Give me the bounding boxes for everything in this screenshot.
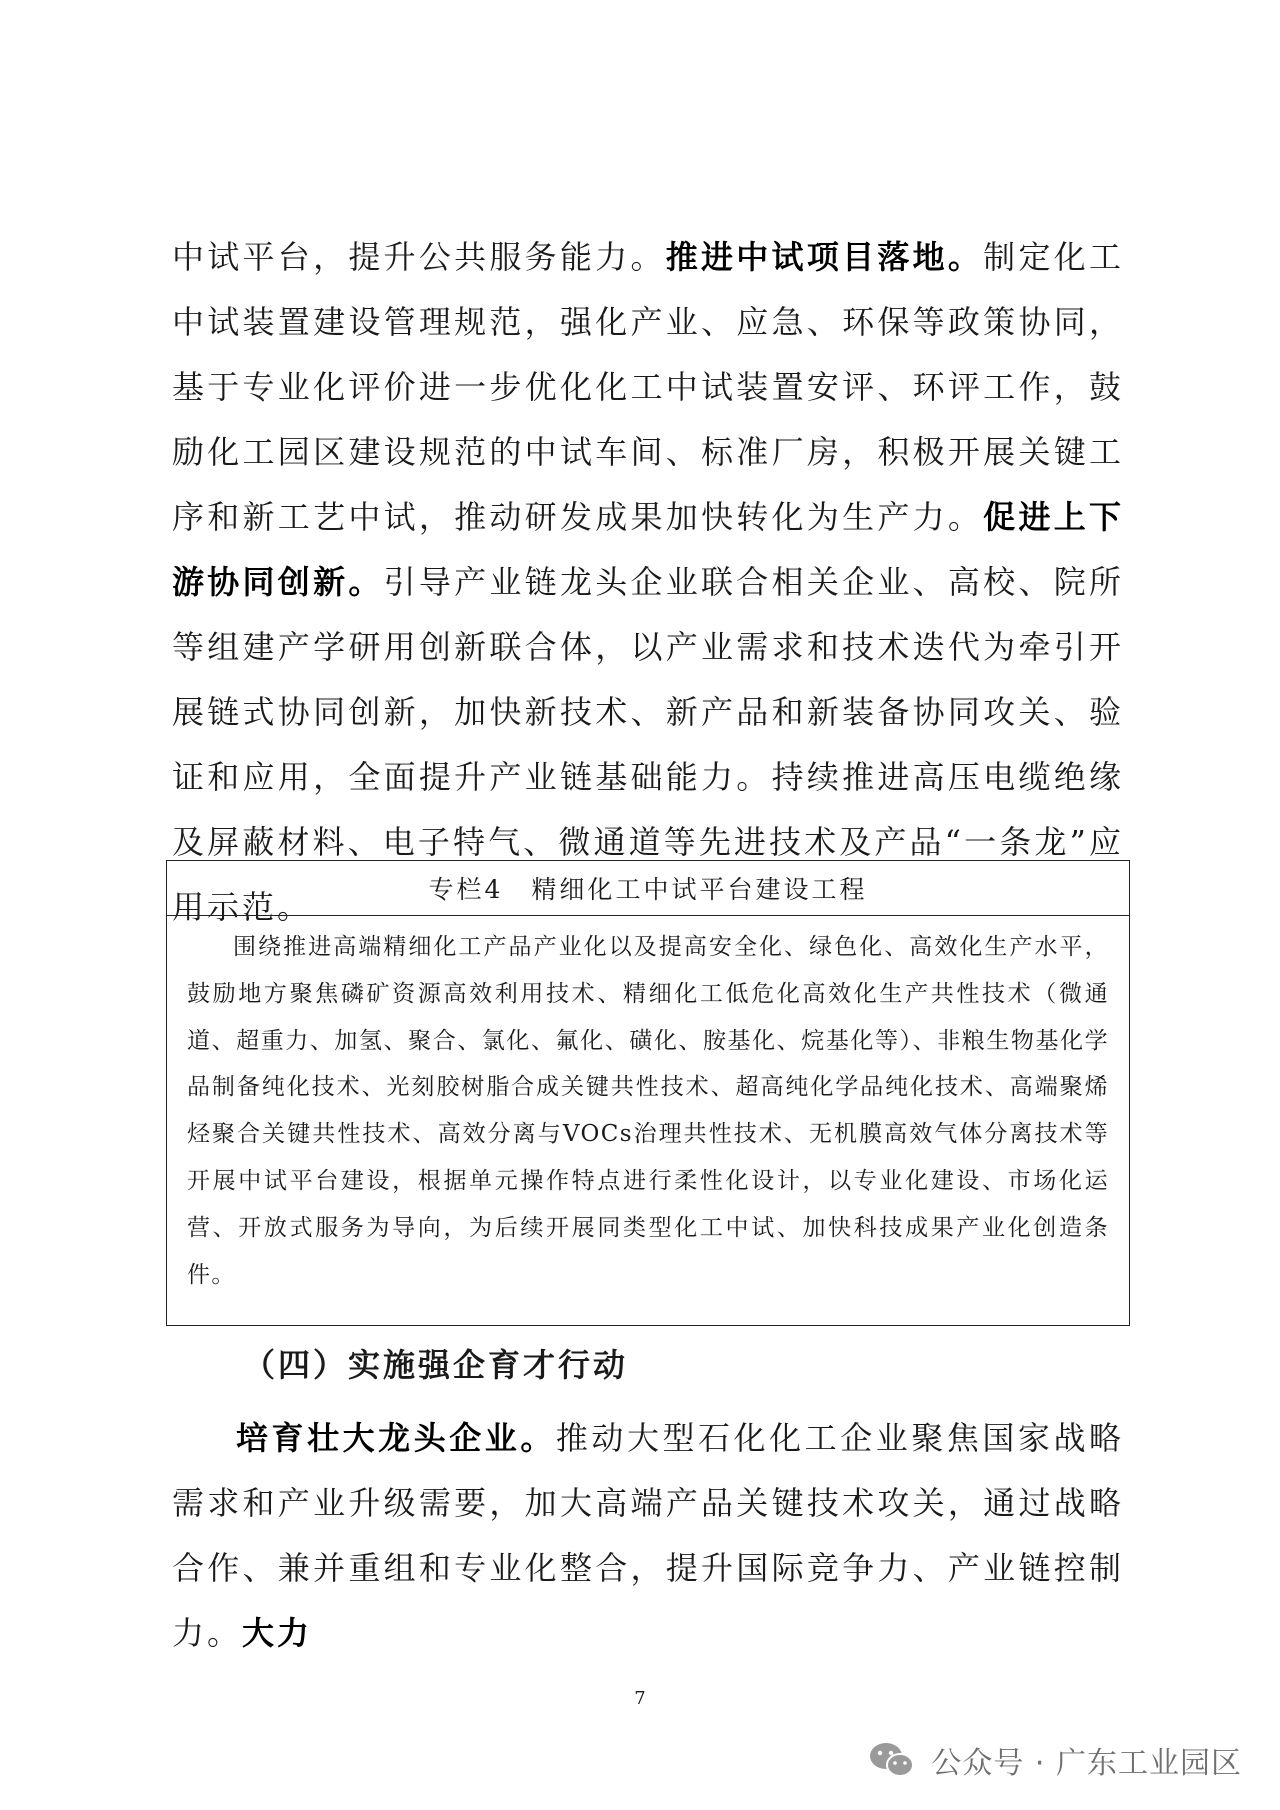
watermark-text: 公众号 · 广东工业园区 bbox=[931, 1746, 1242, 1781]
paragraph-1-run: 引导产业链龙头企业联合相关企业、高校、院所等组建产学研用创新联合体，以产业需求和技术迭代为牵引开展链式协同创新，加快新技术、新产品和新装备协同攻关、验证和应用，全面提升产业链基础能力。持续推进高压电缆绝缘及屏蔽材料、电子特气、微通道等先进技术及产品“一条龙”应用示范。 bbox=[172, 563, 1124, 926]
body-paragraph-2 bbox=[172, 1406, 1124, 1666]
paragraph-1-bold-run: 推进中试项目落地。 bbox=[665, 238, 984, 276]
paragraph-2-bold-run: 大力 bbox=[242, 1614, 313, 1652]
special-column-body: 围绕推进高端精细化工产品产业化以及提高安全化、绿色化、高效化生产水平，鼓励地方聚焦磷矿资源高效利用技术、精细化工低危化高效化生产共性技术（微通道、超重力、加氢、聚合、氯化、氟化、磺化、胺基化、烷基化等）、非粮生物基化学品制备纯化技术、光刻胶树脂合成关键共性技术、超高纯化学品纯化技术、高端聚烯烃聚合关键共性技术、高效分离与VOCs治理共性技术、无机膜高效气体分离技术等开展中试平台建设，根据单元操作特点进行柔性化设计，以专业化建设、市场化运营、开放式服务为导向，为后续开展同类型化工中试、加快科技成果产业化创造条件。 bbox=[187, 934, 1109, 1288]
wechat-watermark bbox=[867, 1738, 1242, 1782]
page-number: 7 bbox=[634, 1688, 646, 1709]
special-column-box bbox=[166, 860, 1130, 1326]
paragraph-2-run: 推动大型石化化工企业聚焦国家战略需求和产业升级需要，加大高端产品关键技术攻关，通过战略合作、兼并重组和专业化整合，提升国际竞争力、产业链控制力。 bbox=[172, 1419, 1124, 1652]
special-column-title: 专栏4 精细化工中试平台建设工程 bbox=[167, 861, 1129, 916]
paragraph-1-run: 中试平台，提升公共服务能力。 bbox=[172, 238, 666, 276]
paragraph-2-bold-run: 培育壮大龙头企业。 bbox=[236, 1419, 556, 1457]
paragraph-1-bold-run: 促进上下游协同创新。 bbox=[172, 498, 1124, 601]
body-paragraph-1 bbox=[172, 225, 1124, 940]
paragraph-1-run: 制定化工中试装置建设管理规范，强化产业、应急、环保等政策协同，基于专业化评价进一步优化化工中试装置安评、环评工作，鼓励化工园区建设规范的中试车间、标准厂房，积极开展关键工序和新工艺中试，推动研发成果加快转化为生产力。 bbox=[172, 238, 1124, 536]
wechat-icon bbox=[867, 1740, 917, 1780]
section-heading: （四）实施强企育才行动 bbox=[243, 1346, 629, 1384]
